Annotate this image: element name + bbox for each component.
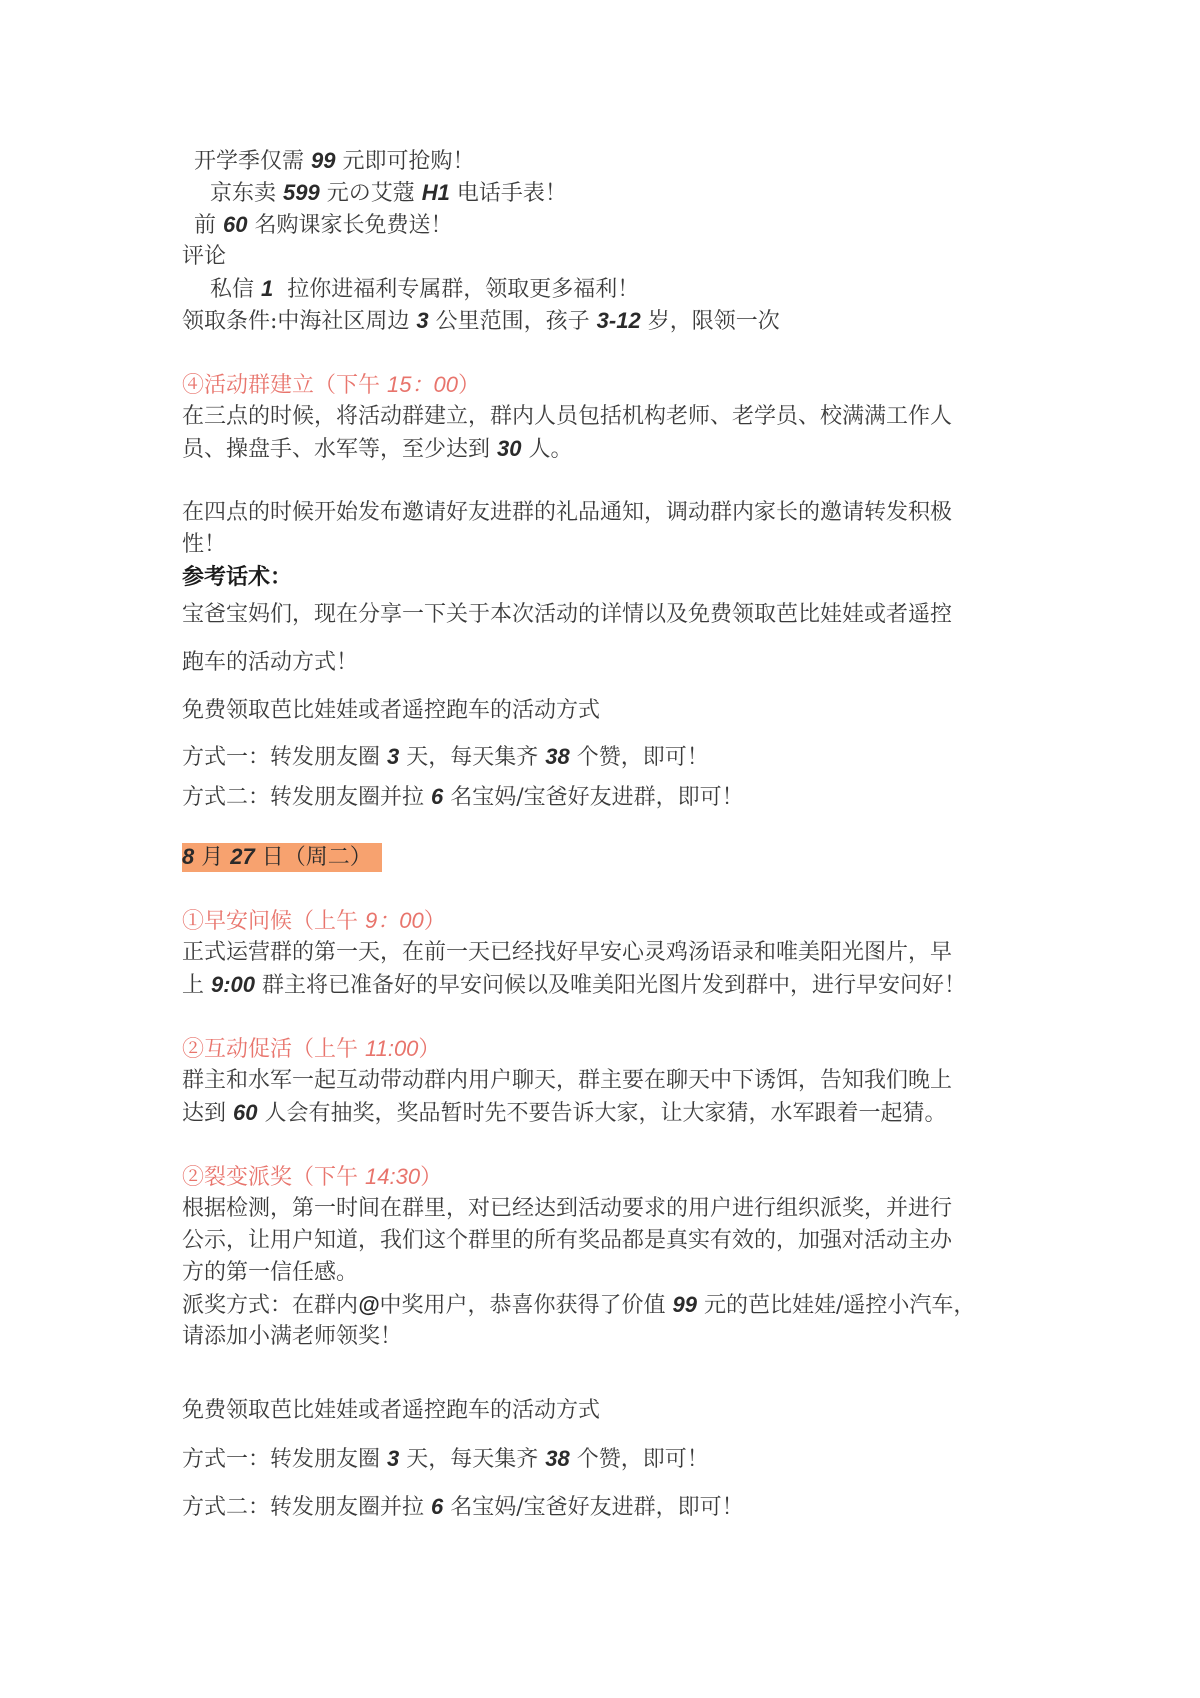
section-heading-prize: ②裂变派奖（下午 14:30） [182,1164,443,1190]
section-heading-morning: ①早安问候（上午 9：00） [182,908,446,934]
paragraph-line: 根据检测，第一时间在群里，对已经达到活动要求的用户进行组织派奖，并进行 [182,1196,953,1221]
section-heading-group-setup: ④活动群建立（下午 15：00） [182,372,480,398]
private-message-line: 私信 1 拉你进福利专属群，领取更多福利！ [210,276,640,302]
promo-line-price: 开学季仅需 99 元即可抢购！ [194,148,475,174]
paragraph-line: 群主和水军一起互动带动群内用户聊天，群主要在聊天中下诱饵，告知我们晚上 [182,1068,953,1093]
paragraph-line: 上 9:00 群主将已准备好的早安问候以及唯美阳光图片发到群中，进行早安问好！ [182,972,967,998]
paragraph-line: 性！ [182,532,227,557]
prize-method-line: 派奖方式：在群内@中奖用户，恭喜你获得了价值 99 元的芭比娃娃/遥控小汽车， [182,1292,976,1318]
script-line: 跑车的活动方式！ [182,650,359,675]
paragraph-line: 正式运营群的第一天，在前一天已经找好早安心灵鸡汤语录和唯美阳光图片，早 [182,940,953,965]
paragraph-line: 在三点的时候，将活动群建立，群内人员包括机构老师、老学员、校满满工作人 [182,404,953,429]
comment-label: 评论 [182,244,227,269]
section-heading-interaction: ②互动促活（上午 11:00） [182,1036,441,1062]
promo-line-watch: 京东卖 599 元の艾蔻 H1 电话手表！ [210,180,567,206]
script-line: 免费领取芭比娃娃或者遥控跑车的活动方式 [182,1398,601,1423]
date-heading: 8 月 27 日（周二） [182,842,382,873]
paragraph-line: 在四点的时候开始发布邀请好友进群的礼品通知，调动群内家长的邀请转发积极 [182,500,953,525]
method-two-line: 方式二：转发朋友圈并拉 6 名宝妈/宝爸好友进群，即可！ [182,784,744,810]
reference-script-heading: 参考话术： [182,564,293,590]
paragraph-line: 员、操盘手、水军等，至少达到 30 人。 [182,436,573,462]
promo-line-free: 前 60 名购课家长免费送！ [194,212,453,238]
method-two-line: 方式二：转发朋友圈并拉 6 名宝妈/宝爸好友进群，即可！ [182,1494,744,1520]
paragraph-line: 请添加小满老师领奖！ [182,1324,403,1349]
script-line: 宝爸宝妈们，现在分享一下关于本次活动的详情以及免费领取芭比娃娃或者遥控 [182,602,953,627]
condition-line: 领取条件:中海社区周边 3 公里范围，孩子 3-12 岁，限领一次 [182,308,780,334]
method-one-line: 方式一：转发朋友圈 3 天，每天集齐 38 个赞，即可！ [182,1446,709,1472]
method-one-line: 方式一：转发朋友圈 3 天，每天集齐 38 个赞，即可！ [182,744,709,770]
paragraph-line: 方的第一信任感。 [182,1260,359,1285]
script-line: 免费领取芭比娃娃或者遥控跑车的活动方式 [182,698,601,723]
paragraph-line: 达到 60 人会有抽奖，奖品暂时先不要告诉大家，让大家猜，水军跟着一起猜。 [182,1100,947,1126]
paragraph-line: 公示，让用户知道，我们这个群里的所有奖品都是真实有效的，加强对活动主办 [182,1228,953,1253]
